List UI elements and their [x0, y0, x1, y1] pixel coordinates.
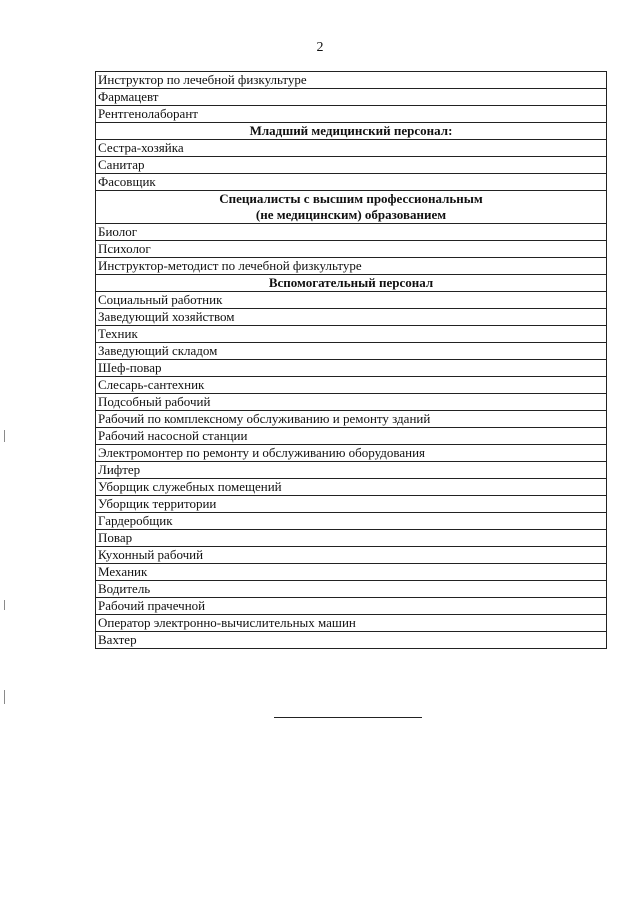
position-name: Заведующий складом — [96, 343, 607, 360]
scan-margin-mark — [4, 690, 5, 704]
position-name: Подсобный рабочий — [96, 394, 607, 411]
page-number: 2 — [316, 40, 324, 55]
position-name: Шеф-повар — [96, 360, 607, 377]
position-row — [96, 157, 607, 174]
position-name: Социальный работник — [96, 292, 607, 309]
section-heading-line: Вспомогательный персонал — [268, 275, 434, 290]
position-row — [96, 292, 607, 309]
position-name: Биолог — [96, 224, 607, 241]
position-name: Психолог — [96, 241, 607, 258]
position-row — [96, 632, 607, 649]
position-row — [96, 462, 607, 479]
position-row — [96, 547, 607, 564]
section-heading-line: Специалисты с высшим профессиональным — [219, 191, 483, 206]
position-row — [96, 360, 607, 377]
position-row — [96, 241, 607, 258]
position-name: Санитар — [96, 157, 607, 174]
position-name: Оператор электронно-вычислительных машин — [96, 615, 607, 632]
position-name: Фармацевт — [96, 89, 607, 106]
section-heading-row — [96, 275, 607, 292]
staff-positions-table — [95, 71, 607, 649]
position-row — [96, 530, 607, 547]
position-name: Рентгенолаборант — [96, 106, 607, 123]
section-heading-row — [96, 123, 607, 140]
position-name: Уборщик территории — [96, 496, 607, 513]
position-row — [96, 581, 607, 598]
position-row — [96, 106, 607, 123]
staff-table-body — [96, 72, 607, 649]
scan-margin-mark — [4, 430, 5, 442]
position-name: Инструктор по лечебной физкультуре — [96, 72, 607, 89]
position-name: Заведующий хозяйством — [96, 309, 607, 326]
position-row — [96, 174, 607, 191]
position-name: Вахтер — [96, 632, 607, 649]
section-heading — [96, 191, 607, 224]
position-row — [96, 72, 607, 89]
position-row — [96, 513, 607, 530]
section-heading — [96, 123, 607, 140]
position-row — [96, 394, 607, 411]
position-name: Электромонтер по ремонту и обслуживанию оборудования — [96, 445, 607, 462]
position-name: Слесарь-сантехник — [96, 377, 607, 394]
position-row — [96, 445, 607, 462]
position-name: Рабочий прачечной — [96, 598, 607, 615]
position-row — [96, 326, 607, 343]
position-name: Гардеробщик — [96, 513, 607, 530]
position-name: Техник — [96, 326, 607, 343]
position-row — [96, 309, 607, 326]
position-name: Механик — [96, 564, 607, 581]
section-heading-line: Младший медицинский персонал: — [249, 123, 453, 138]
position-name: Кухонный рабочий — [96, 547, 607, 564]
position-row — [96, 377, 607, 394]
position-row — [96, 411, 607, 428]
section-heading — [96, 275, 607, 292]
position-row — [96, 598, 607, 615]
position-name: Уборщик служебных помещений — [96, 479, 607, 496]
position-name: Водитель — [96, 581, 607, 598]
position-name: Рабочий насосной станции — [96, 428, 607, 445]
position-row — [96, 343, 607, 360]
position-name: Лифтер — [96, 462, 607, 479]
position-row — [96, 89, 607, 106]
signature-line — [274, 717, 422, 718]
position-row — [96, 479, 607, 496]
position-row — [96, 564, 607, 581]
position-row — [96, 224, 607, 241]
scan-margin-mark — [4, 600, 5, 610]
position-name: Инструктор-методист по лечебной физкультуре — [96, 258, 607, 275]
position-row — [96, 428, 607, 445]
section-heading-line: (не медицинским) образованием — [255, 207, 447, 222]
position-row — [96, 258, 607, 275]
section-heading-row — [96, 191, 607, 224]
position-row — [96, 615, 607, 632]
position-name: Фасовщик — [96, 174, 607, 191]
position-row — [96, 496, 607, 513]
position-row — [96, 140, 607, 157]
position-name: Рабочий по комплексному обслуживанию и ремонту зданий — [96, 411, 607, 428]
position-name: Повар — [96, 530, 607, 547]
position-name: Сестра-хозяйка — [96, 140, 607, 157]
